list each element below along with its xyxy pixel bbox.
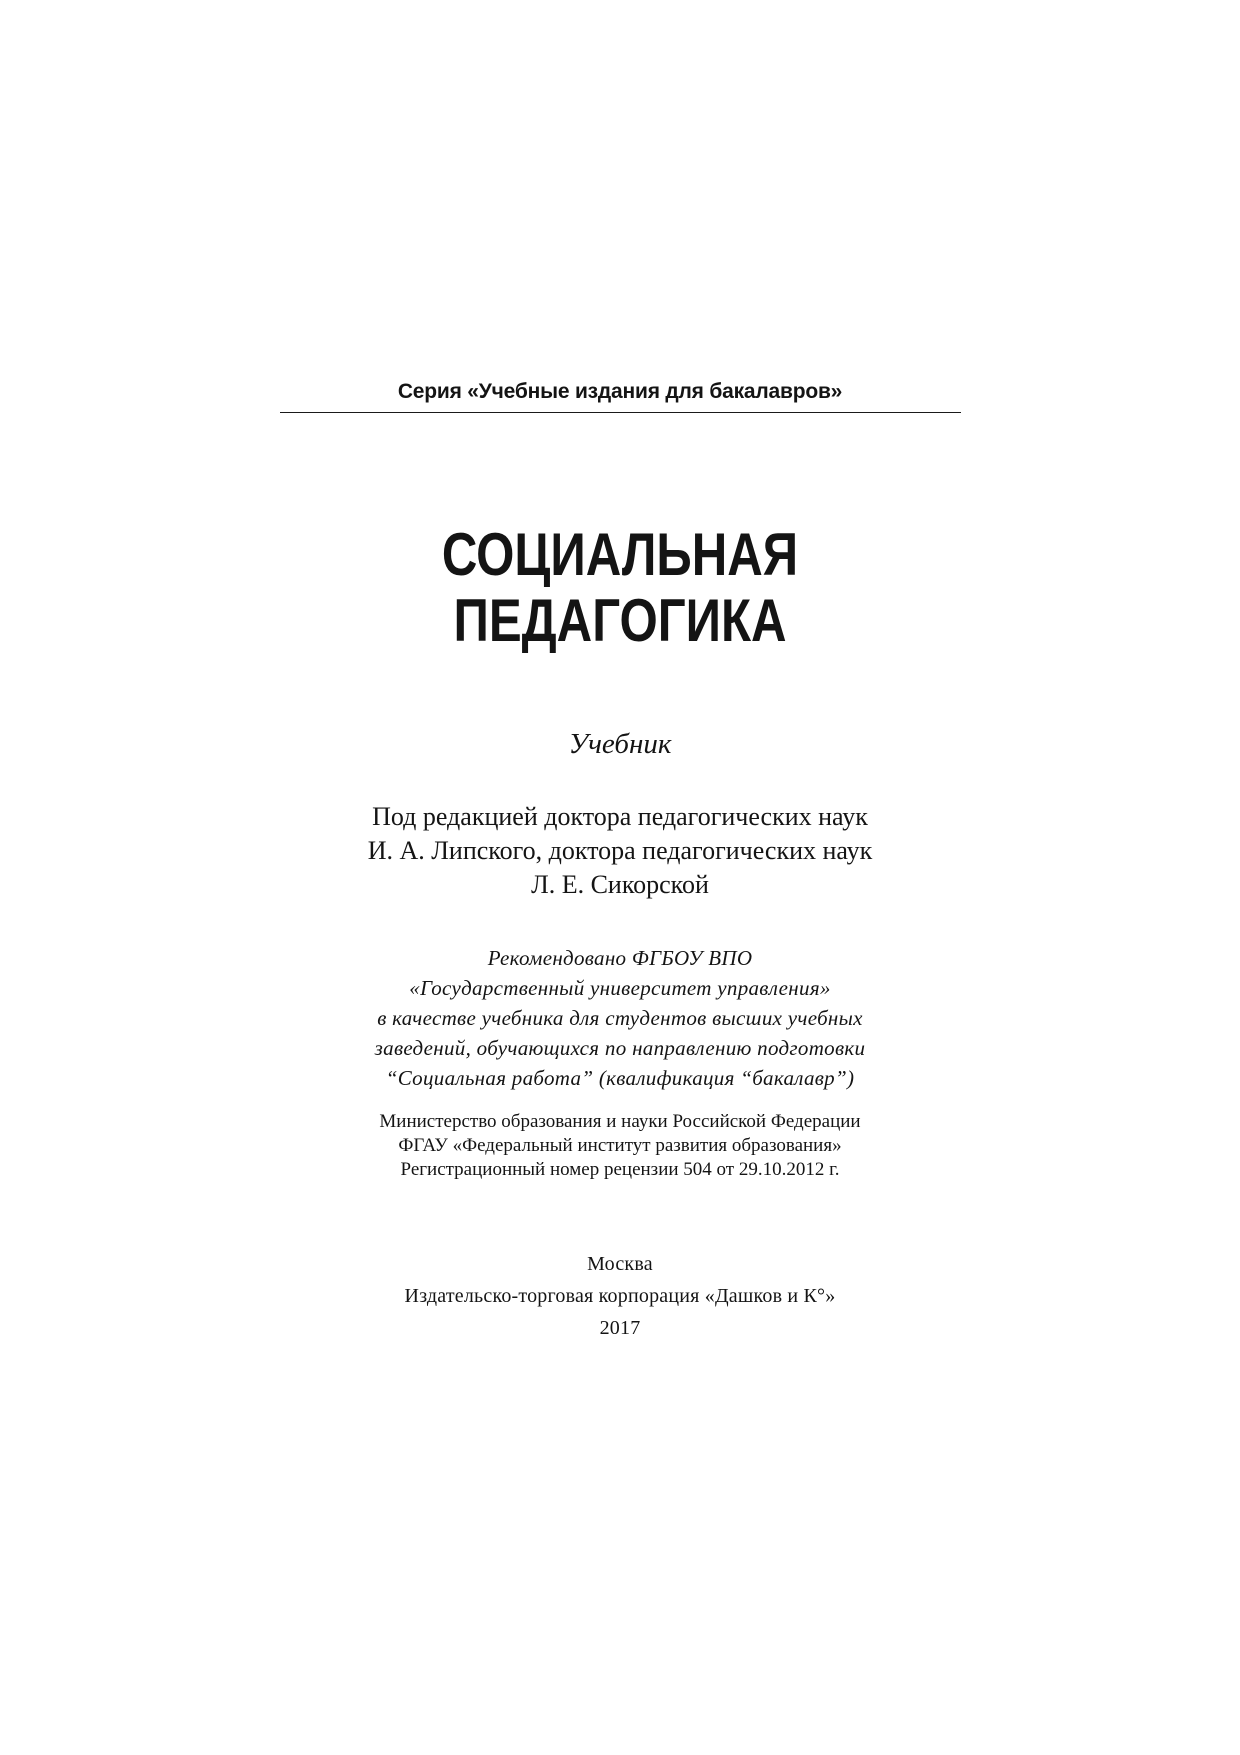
publisher-name: Издательско-торговая корпорация «Дашков и К°»: [404, 1285, 836, 1307]
recommendation-line: «Государственный университет управления»: [409, 976, 831, 1000]
editors-line: И. А. Липского, доктора педагогических наук: [367, 836, 873, 865]
recommendation-line: в качестве учебника для студентов высших учебных: [377, 1006, 863, 1030]
publication-year: 2017: [599, 1317, 641, 1339]
ministry-block: [0, 1110, 1240, 1182]
book-title-line-1: СОЦИАЛЬНАЯ: [441, 521, 799, 588]
ministry-line: ФГАУ «Федеральный институт развития образования»: [398, 1135, 842, 1156]
ministry-line: Регистрационный номер рецензии 504 от 29.10.2012 г.: [400, 1159, 840, 1180]
publisher-city: Москва: [587, 1253, 653, 1275]
recommendation-line: “Социальная работа” (квалификация “бакалавр”): [385, 1066, 855, 1090]
book-type: Учебник: [568, 728, 672, 760]
recommendation-line: Рекомендовано ФГБОУ ВПО: [487, 946, 753, 970]
editors-line: Л. Е. Сикорской: [531, 870, 709, 899]
editors-block: [0, 800, 1240, 902]
series-divider: [280, 412, 961, 413]
series-heading: Серия «Учебные издания для бакалавров»: [397, 380, 843, 403]
publisher-block: [0, 1248, 1240, 1344]
book-title: [112, 522, 1129, 654]
ministry-line: Министерство образования и науки Российской Федерации: [379, 1111, 861, 1132]
book-title-line-2: ПЕДАГОГИКА: [453, 587, 787, 654]
recommendation-block: [0, 943, 1240, 1093]
editors-line: Под редакцией доктора педагогических наук: [372, 802, 868, 831]
recommendation-line: заведений, обучающихся по направлению подготовки: [374, 1036, 866, 1060]
